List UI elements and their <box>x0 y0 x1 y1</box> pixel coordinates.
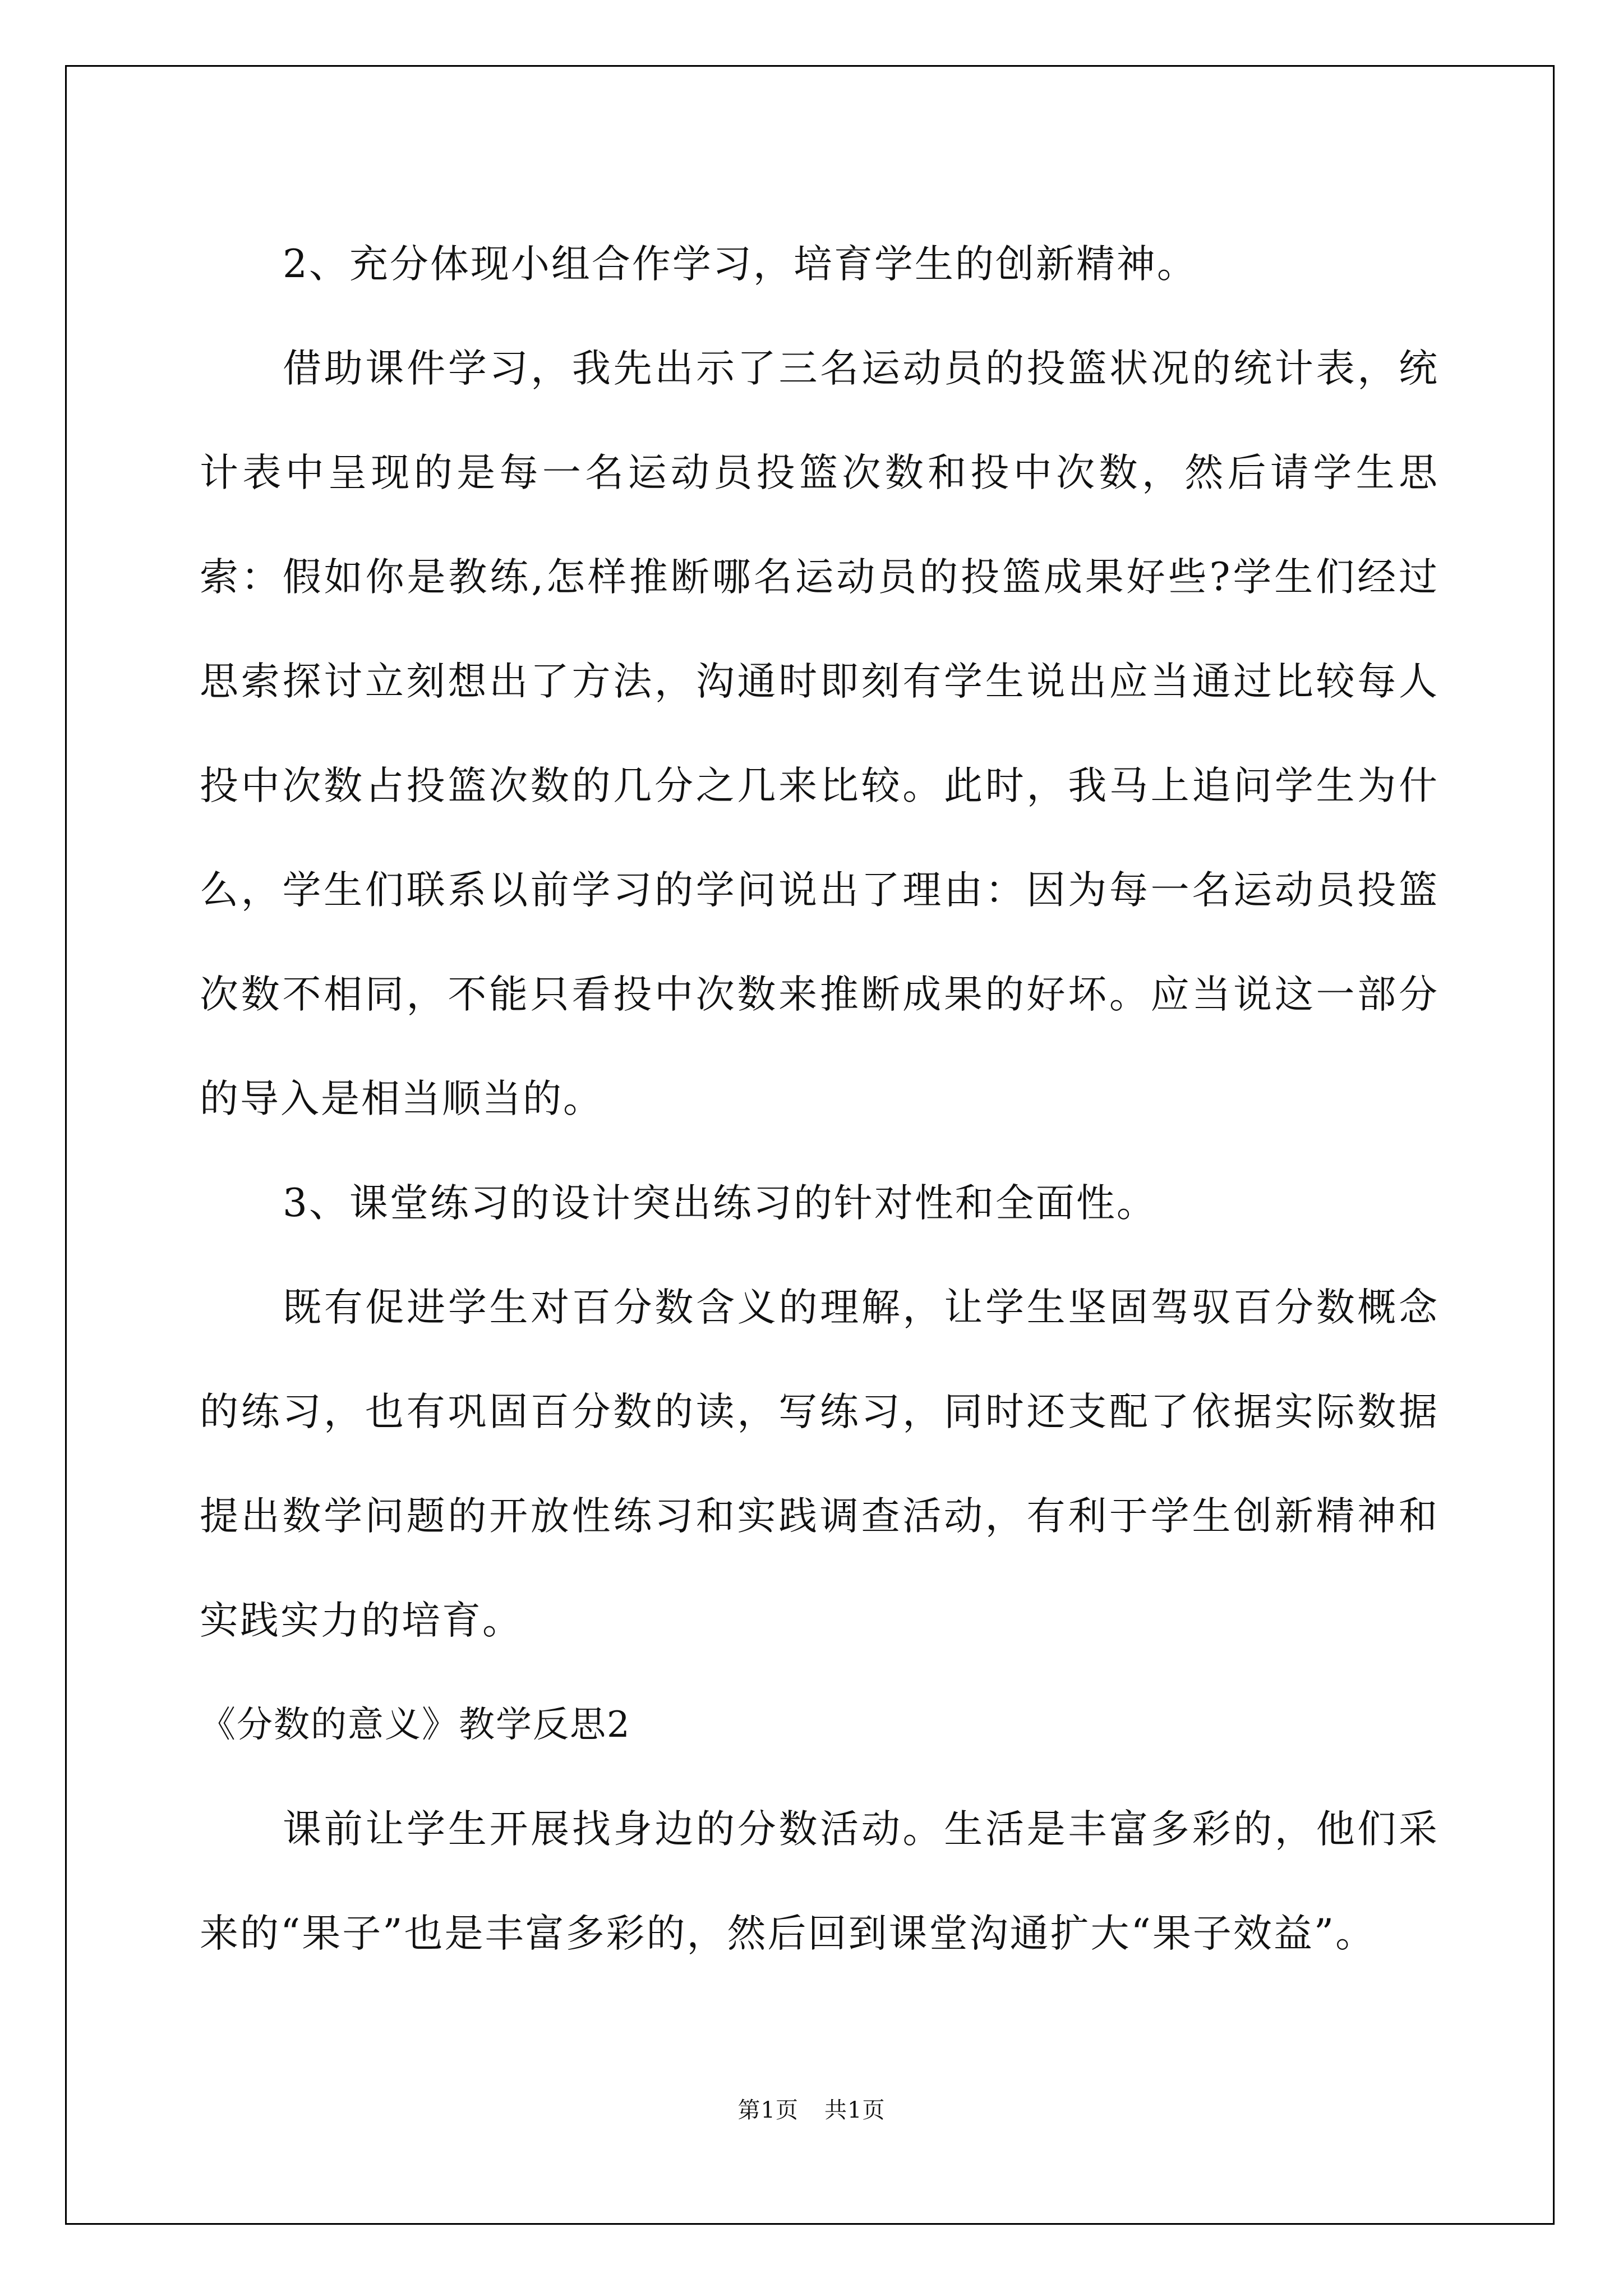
paragraph-basketball-example: 借助课件学习，我先出示了三名运动员的投篮状况的统计表，统计表中呈现的是每一名运动员投篮次数和投中次数，然后请学生思索：假如你是教练,怎样推断哪名运动员的投篮成果好些?学生们经过思索探讨立刻想出了方法，沟通时即刻有学生说出应当通过比较每人投中次数占投篮次数的几分之几来比较。此时，我马上追问学生为什么，学生们联系以前学习的学问说出了理由：因为每一名运动员投篮次数不相同，不能只看投中次数来推断成果的好坏。应当说这一部分的导入是相当顺当的。 <box>200 346 1439 1121</box>
paragraph-find-fractions: 课前让学生开展找身边的分数活动。生活是丰富多彩的，他们采来的“果子”也是丰富多彩的，然后回到课堂沟通扩大“果子效益”。 <box>200 1807 1439 1956</box>
section-heading: 《分数的意义》教学反思2 <box>200 1704 631 1746</box>
paragraph-point-2: 2、充分体现小组合作学习，培育学生的创新精神。 <box>283 242 1197 287</box>
page-footer <box>0 2092 1623 2124</box>
paragraph-practice-design: 既有促进学生对百分数含义的理解，让学生坚固驾驭百分数概念的练习，也有巩固百分数的读，写练习，同时还支配了依据实际数据提出数学问题的开放性练习和实践调查活动，有利于学生创新精神和实践实力的培育。 <box>200 1285 1439 1643</box>
page-total: 共1页 <box>824 2097 886 2123</box>
paragraph-point-3: 3、课堂练习的设计突出练习的针对性和全面性。 <box>283 1181 1157 1226</box>
document-body <box>200 212 1439 1986</box>
page-number: 第1页 <box>737 2097 799 2123</box>
